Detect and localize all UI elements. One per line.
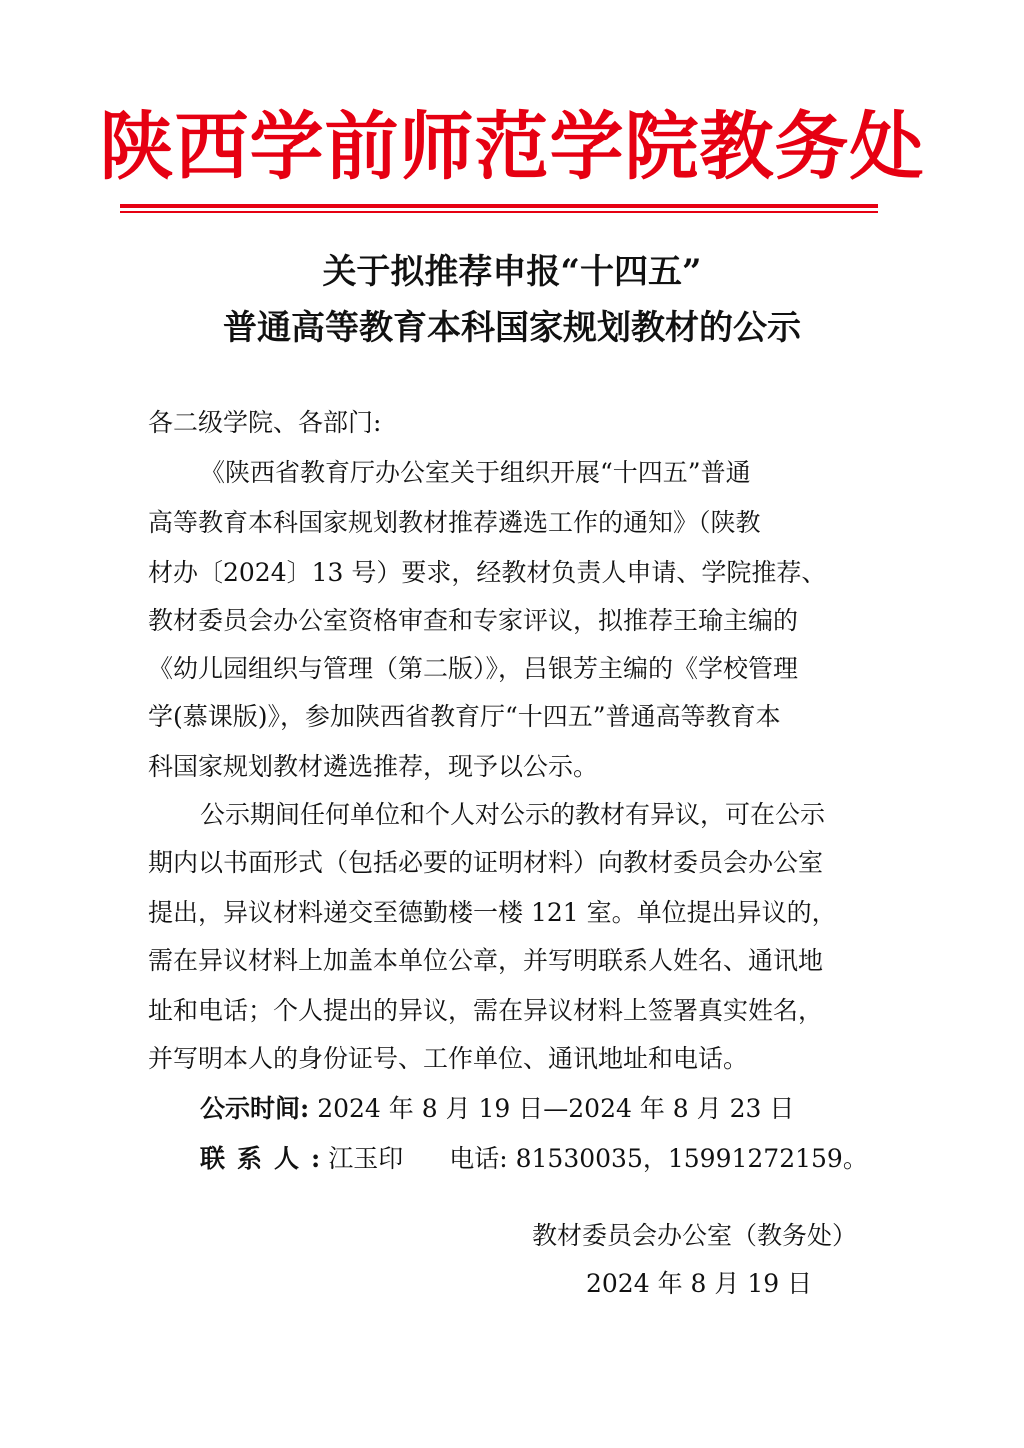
- signature-date: 2024 年 8 月 19 日: [586, 1269, 813, 1298]
- contact-label: 联系人: [200, 1144, 312, 1173]
- notice-period-value: 2024 年 8 月 19 日—2024 年 8 月 23 日: [309, 1094, 795, 1123]
- paragraph-2-line: 需在异议材料上加盖本单位公章，并写明联系人姓名、通讯地: [148, 946, 824, 975]
- paragraph-1-line: 科国家规划教材遴选推荐，现予以公示。: [148, 752, 599, 781]
- notice-period: [200, 1091, 794, 1127]
- paragraph-2-line: 并写明本人的身份证号、工作单位、通讯地址和电话。: [148, 1044, 749, 1073]
- document-title-line-2: 普通高等教育本科国家规划教材的公示: [223, 308, 801, 348]
- phone-value: 81530035，15991272159。: [507, 1144, 868, 1173]
- salutation: 各二级学院、各部门:: [148, 408, 382, 437]
- notice-period-separator: :: [300, 1094, 310, 1123]
- paragraph-2-line: 公示期间任何单位和个人对公示的教材有异议，可在公示: [200, 800, 826, 829]
- contact-name: 江玉印: [320, 1144, 404, 1173]
- masthead-rule-thin: [120, 211, 878, 213]
- paragraph-2-line: 期内以书面形式（包括必要的证明材料）向教材委员会办公室: [148, 848, 824, 877]
- masthead-institution-name: 陕西学前师范学院教务处: [99, 104, 925, 190]
- paragraph-1-line: 教材委员会办公室资格审查和专家评议，拟推荐王瑜主编的: [148, 606, 799, 635]
- paragraph-1-line: 学(慕课版)》，参加陕西省教育厅“十四五”普通高等教育本: [148, 702, 781, 731]
- phone-label: 电话: [449, 1144, 500, 1173]
- document-title-line-1: 关于拟推荐申报“十四五”: [322, 252, 702, 292]
- notice-period-label: 公示时间: [200, 1094, 301, 1123]
- notice-contact: [200, 1141, 868, 1177]
- contact-separator: :: [311, 1144, 321, 1173]
- signature-office: 教材委员会办公室（教务处）: [532, 1221, 858, 1250]
- paragraph-1-line: 《幼儿园组织与管理（第二版）》，吕银芳主编的《学校管理: [148, 654, 799, 683]
- paragraph-2-line: 址和电话；个人提出的异议，需在异议材料上签署真实姓名，: [148, 996, 824, 1025]
- paragraph-1-line: 高等教育本科国家规划教材推荐遴选工作的通知》（陕教: [148, 508, 761, 537]
- phone-separator: :: [499, 1144, 508, 1173]
- paragraph-1-line: 《陕西省教育厅办公室关于组织开展“十四五”普通: [200, 458, 751, 487]
- paragraph-2-line: 提出，异议材料递交至德勤楼一楼 121 室。单位提出异议的，: [148, 898, 837, 927]
- masthead-rule-thick: [120, 204, 878, 208]
- paragraph-1-line: 材办〔2024〕13 号）要求，经教材负责人申请、学院推荐、: [148, 558, 827, 587]
